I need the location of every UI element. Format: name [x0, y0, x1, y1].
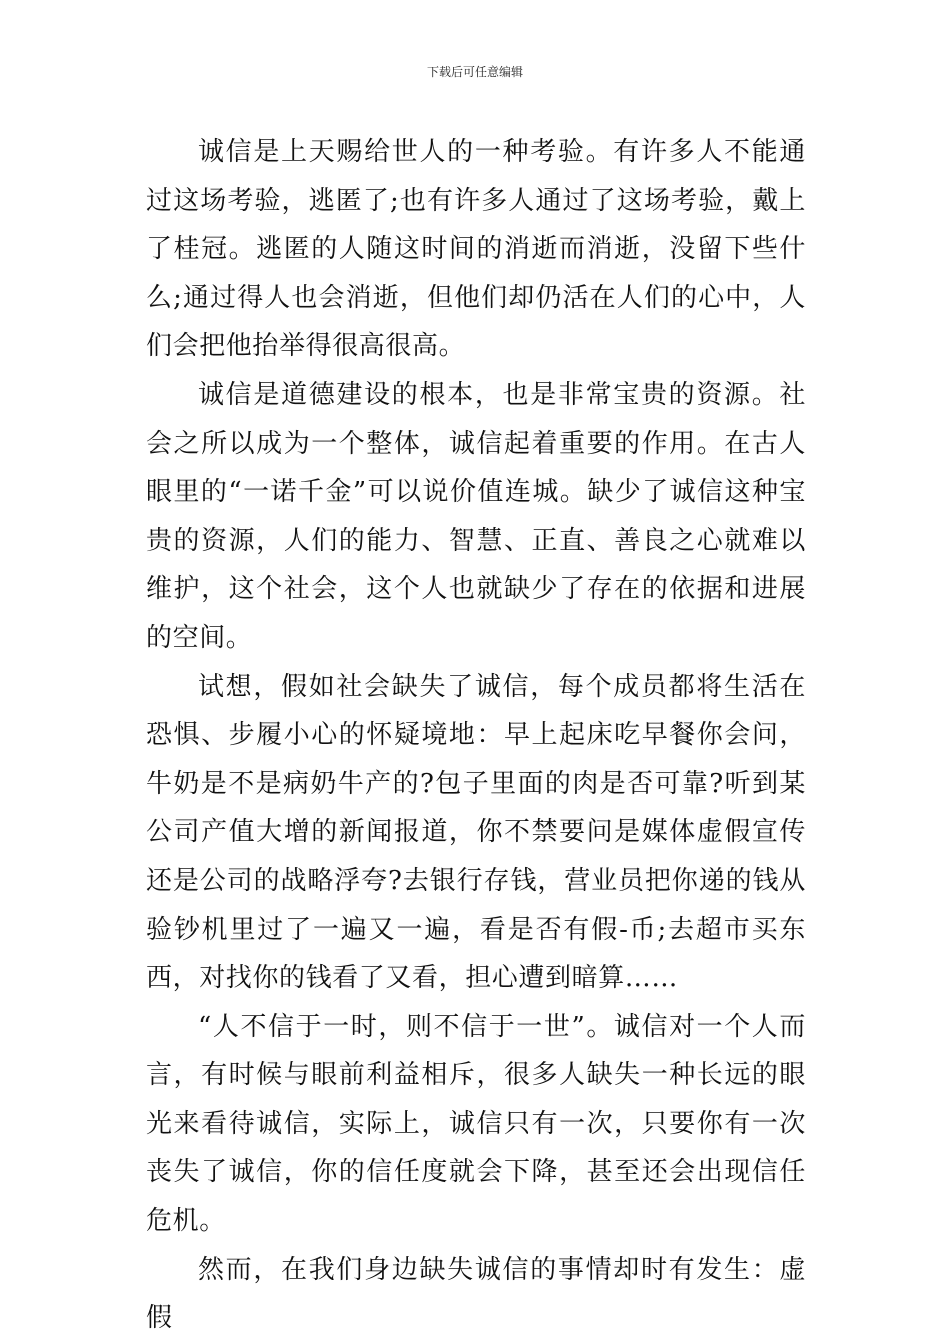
paragraph-1: 诚信是上天赐给世人的一种考验。有许多人不能通过这场考验，逃匿了;也有许多人通过了这场考验，戴上了桂冠。逃匿的人随这时间的消逝而消逝，没留下些什么;通过得人也会消逝，但他们却仍活在人们的心中，人们会把他抬举得很高很高。 — [146, 137, 806, 362]
paragraph-4: “人不信于一时，则不信于一世”。诚信对一个人而言，有时候与眼前利益相斥，很多人缺失一种长远的眼光来看待诚信，实际上，诚信只有一次，只要你有一次丧失了诚信，你的信任度就会下降，甚至还会出现信任危机。 — [146, 1011, 806, 1237]
paragraph-2: 诚信是道德建设的根本，也是非常宝贵的资源。社会之所以成为一个整体，诚信起着重要的作用。在古人眼里的“一诺千金”可以说价值连城。缺少了诚信这种宝贵的资源，人们的能力、智慧、正直、善良之心就难以维护，这个社会，这个人也就缺少了存在的依据和进展的空间。 — [146, 379, 806, 653]
document-body — [146, 128, 806, 1343]
paragraph-5: 然而，在我们身边缺失诚信的事情却时有发生：虚假 — [146, 1254, 806, 1334]
paragraph-3: 试想，假如社会缺失了诚信，每个成员都将生活在恐惧、步履小心的怀疑境地：早上起床吃早餐你会问，牛奶是不是病奶牛产的?包子里面的肉是否可靠?听到某公司产值大增的新闻报道，你不禁要问是媒体虚假宣传还是公司的战略浮夸?去银行存钱，营业员把你递的钱从验钞机里过了一遍又一遍，看是否有假-币;去超市买东西，对找你的钱看了又看，担心遭到暗算…… — [146, 671, 806, 994]
page-header: 下载后可任意编辑 — [426, 65, 523, 79]
